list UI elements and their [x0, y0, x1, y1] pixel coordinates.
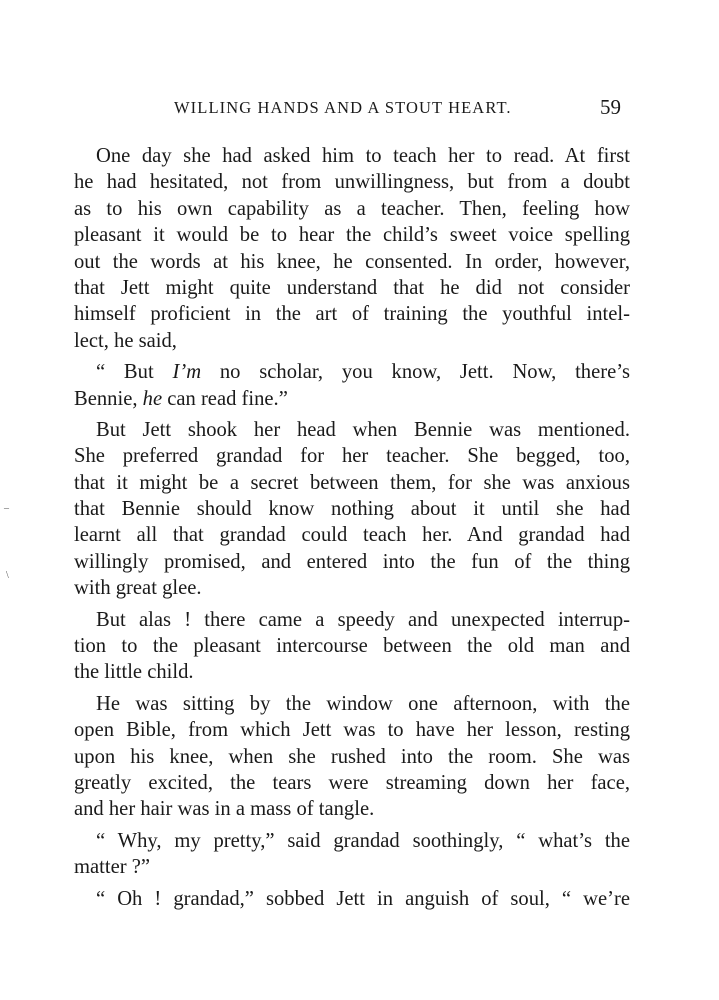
text-run: She preferred grandad for her teacher. She begged, too, [74, 445, 630, 468]
text-run: out the words at his knee, he consented. In order, however, [74, 250, 630, 273]
text-line [74, 328, 630, 354]
body-text [74, 143, 630, 912]
text-run: “ Oh ! grandad,” sobbed Jett in anguish of soul, “ we’re [96, 887, 630, 910]
text-run: he had hesitated, not from unwillingness, but from a doubt [74, 171, 630, 194]
text-line [74, 417, 630, 443]
text-run: But Jett shook her head when Bennie was mentioned. [96, 418, 630, 441]
text-run: as to his own capability as a teacher. Then, feeling how [74, 197, 630, 220]
text-line [74, 522, 630, 548]
text-line [74, 575, 630, 601]
text-line [74, 470, 630, 496]
text-line [74, 886, 630, 912]
text-run: with great glee. [74, 577, 202, 600]
text-line [74, 196, 630, 222]
margin-mark: \ [6, 570, 9, 581]
text-line [74, 386, 630, 412]
text-run: greatly excited, the tears were streaming down her face, [74, 771, 630, 794]
text-line [74, 633, 630, 659]
text-run: that Bennie should know nothing about it until she had [74, 498, 630, 521]
paragraph [74, 886, 630, 912]
margin-mark: – [4, 503, 9, 514]
paragraph [74, 417, 630, 602]
text-line [74, 496, 630, 522]
text-line [74, 770, 630, 796]
text-line [74, 275, 630, 301]
text-run: lect, he said, [74, 329, 177, 352]
text-run: But alas ! there came a speedy and unexpected interrup- [96, 608, 630, 631]
text-line [74, 659, 630, 685]
text-line [74, 744, 630, 770]
text-line [74, 828, 630, 854]
paragraph [74, 607, 630, 686]
text-run: “ Why, my pretty,” said grandad soothingly, “ what’s the [96, 829, 630, 852]
text-run: matter ?” [74, 856, 151, 879]
text-run: Bennie, [74, 387, 143, 410]
paragraph [74, 828, 630, 881]
text-run: the little child. [74, 661, 194, 684]
paragraph [74, 691, 630, 823]
text-run: tion to the pleasant intercourse between the old man and [74, 635, 630, 658]
text-line [74, 607, 630, 633]
text-line [74, 169, 630, 195]
text-line [74, 691, 630, 717]
text-run: upon his knee, when she rushed into the room. She was [74, 745, 630, 768]
text-line [74, 717, 630, 743]
text-run: no scholar, you know, Jett. Now, there’s [201, 361, 630, 384]
text-line [74, 301, 630, 327]
text-line [74, 854, 630, 880]
text-run: himself proficient in the art of training the youthful intel- [74, 303, 630, 326]
page-number: 59 [600, 95, 621, 119]
text-run: pleasant it would be to hear the child’s sweet voice spelling [74, 224, 630, 247]
text-run: learnt all that grandad could teach her. And grandad had [74, 524, 630, 547]
text-line [74, 249, 630, 275]
running-head-title: WILLING HANDS AND A STOUT HEART. [174, 98, 512, 117]
text-run: He was sitting by the window one afternoon, with the [96, 692, 630, 715]
text-run: that Jett might quite understand that he did not consider [74, 276, 630, 299]
text-run: and her hair was in a mass of tangle. [74, 798, 375, 821]
text-run: can read fine.” [162, 387, 288, 410]
italic-text: I’m [172, 361, 202, 384]
text-run: One day she had asked him to teach her to read. At first [96, 145, 630, 167]
text-line [74, 443, 630, 469]
text-run: “ But [96, 361, 173, 384]
text-line [74, 549, 630, 575]
text-run: willingly promised, and entered into the fun of the thing [74, 550, 630, 573]
paragraph [74, 143, 630, 354]
text-line [74, 359, 630, 385]
text-line [74, 796, 630, 822]
text-run: that it might be a secret between them, for she was anxious [74, 471, 630, 494]
paragraph [74, 359, 630, 412]
text-run: open Bible, from which Jett was to have her lesson, resting [74, 719, 630, 742]
text-line [74, 222, 630, 248]
text-line [74, 143, 630, 169]
italic-text: he [142, 387, 163, 410]
